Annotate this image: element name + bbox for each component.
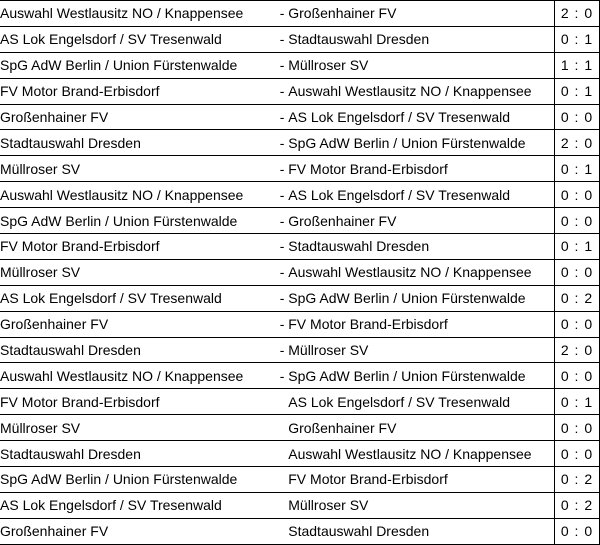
separator-cell xyxy=(276,415,288,441)
table-row xyxy=(0,415,600,441)
home-team-cell: Müllroser SV xyxy=(0,415,276,441)
away-team-cell: SpG AdW Berlin / Union Fürstenwalde xyxy=(288,130,554,156)
home-team-cell: AS Lok Engelsdorf / SV Tresenwald xyxy=(0,26,276,52)
away-team-cell: FV Motor Brand-Erbisdorf xyxy=(288,156,554,182)
home-team-cell: FV Motor Brand-Erbisdorf xyxy=(0,234,276,260)
table-row xyxy=(0,467,600,493)
separator-cell: - xyxy=(276,363,288,389)
table-row xyxy=(0,311,600,337)
separator-cell: - xyxy=(276,337,288,363)
away-team-cell: Auswahl Westlausitz NO / Knappensee xyxy=(288,259,554,285)
away-team-cell: AS Lok Engelsdorf / SV Tresenwald xyxy=(288,389,554,415)
away-team-cell: Stadtauswahl Dresden xyxy=(288,26,554,52)
separator-cell: - xyxy=(276,182,288,208)
home-team-cell: Großenhainer FV xyxy=(0,518,276,544)
away-team-cell: AS Lok Engelsdorf / SV Tresenwald xyxy=(288,182,554,208)
separator-cell: - xyxy=(276,259,288,285)
score-cell: 2 : 0 xyxy=(555,130,600,156)
home-team-cell: Müllroser SV xyxy=(0,259,276,285)
home-team-cell: Großenhainer FV xyxy=(0,311,276,337)
separator-cell: - xyxy=(276,78,288,104)
away-team-cell: SpG AdW Berlin / Union Fürstenwalde xyxy=(288,285,554,311)
home-team-cell: Müllroser SV xyxy=(0,156,276,182)
away-team-cell: FV Motor Brand-Erbisdorf xyxy=(288,467,554,493)
separator-cell: - xyxy=(276,104,288,130)
score-cell: 0 : 1 xyxy=(555,389,600,415)
away-team-cell: AS Lok Engelsdorf / SV Tresenwald xyxy=(288,104,554,130)
home-team-cell: SpG AdW Berlin / Union Fürstenwalde xyxy=(0,467,276,493)
score-cell: 0 : 0 xyxy=(555,441,600,467)
table-row xyxy=(0,1,600,27)
separator-cell: - xyxy=(276,130,288,156)
score-cell: 0 : 1 xyxy=(555,156,600,182)
home-team-cell: Auswahl Westlausitz NO / Knappensee xyxy=(0,363,276,389)
home-team-cell: AS Lok Engelsdorf / SV Tresenwald xyxy=(0,285,276,311)
score-cell: 0 : 0 xyxy=(555,259,600,285)
home-team-cell: Großenhainer FV xyxy=(0,104,276,130)
away-team-cell: Großenhainer FV xyxy=(288,415,554,441)
score-cell: 2 : 0 xyxy=(555,337,600,363)
separator-cell xyxy=(276,492,288,518)
away-team-cell: Großenhainer FV xyxy=(288,208,554,234)
score-cell: 0 : 0 xyxy=(555,104,600,130)
home-team-cell: Auswahl Westlausitz NO / Knappensee xyxy=(0,1,276,27)
table-row xyxy=(0,285,600,311)
score-cell: 0 : 0 xyxy=(555,363,600,389)
score-cell: 0 : 0 xyxy=(555,415,600,441)
separator-cell: - xyxy=(276,156,288,182)
home-team-cell: Stadtauswahl Dresden xyxy=(0,441,276,467)
separator-cell: - xyxy=(276,285,288,311)
score-cell: 2 : 0 xyxy=(555,1,600,27)
score-cell: 0 : 1 xyxy=(555,78,600,104)
away-team-cell: Auswahl Westlausitz NO / Knappensee xyxy=(288,441,554,467)
table-row xyxy=(0,234,600,260)
away-team-cell: Auswahl Westlausitz NO / Knappensee xyxy=(288,78,554,104)
results-body xyxy=(0,1,600,545)
away-team-cell: FV Motor Brand-Erbisdorf xyxy=(288,311,554,337)
table-row xyxy=(0,182,600,208)
separator-cell: - xyxy=(276,208,288,234)
away-team-cell: Stadtauswahl Dresden xyxy=(288,518,554,544)
separator-cell: - xyxy=(276,26,288,52)
table-row xyxy=(0,130,600,156)
home-team-cell: Stadtauswahl Dresden xyxy=(0,130,276,156)
score-cell: 0 : 2 xyxy=(555,285,600,311)
score-cell: 0 : 2 xyxy=(555,467,600,493)
home-team-cell: FV Motor Brand-Erbisdorf xyxy=(0,389,276,415)
score-cell: 0 : 0 xyxy=(555,208,600,234)
away-team-cell: Müllroser SV xyxy=(288,492,554,518)
table-row xyxy=(0,337,600,363)
separator-cell: - xyxy=(276,234,288,260)
home-team-cell: SpG AdW Berlin / Union Fürstenwalde xyxy=(0,52,276,78)
separator-cell: - xyxy=(276,311,288,337)
home-team-cell: Stadtauswahl Dresden xyxy=(0,337,276,363)
table-row xyxy=(0,52,600,78)
separator-cell: - xyxy=(276,52,288,78)
separator-cell xyxy=(276,441,288,467)
away-team-cell: Großenhainer FV xyxy=(288,1,554,27)
score-cell: 0 : 1 xyxy=(555,234,600,260)
score-cell: 0 : 0 xyxy=(555,311,600,337)
home-team-cell: Auswahl Westlausitz NO / Knappensee xyxy=(0,182,276,208)
home-team-cell: AS Lok Engelsdorf / SV Tresenwald xyxy=(0,492,276,518)
score-cell: 0 : 0 xyxy=(555,182,600,208)
separator-cell xyxy=(276,518,288,544)
separator-cell xyxy=(276,389,288,415)
score-cell: 0 : 1 xyxy=(555,26,600,52)
table-row xyxy=(0,492,600,518)
table-row xyxy=(0,104,600,130)
score-cell: 0 : 2 xyxy=(555,492,600,518)
table-row xyxy=(0,156,600,182)
away-team-cell: SpG AdW Berlin / Union Fürstenwalde xyxy=(288,363,554,389)
separator-cell: - xyxy=(276,1,288,27)
away-team-cell: Müllroser SV xyxy=(288,337,554,363)
table-row xyxy=(0,26,600,52)
separator-cell xyxy=(276,467,288,493)
table-row xyxy=(0,208,600,234)
away-team-cell: Müllroser SV xyxy=(288,52,554,78)
table-row xyxy=(0,441,600,467)
table-row xyxy=(0,389,600,415)
table-row xyxy=(0,259,600,285)
score-cell: 0 : 0 xyxy=(555,518,600,544)
score-cell: 1 : 1 xyxy=(555,52,600,78)
table-row xyxy=(0,363,600,389)
table-row xyxy=(0,518,600,544)
away-team-cell: Stadtauswahl Dresden xyxy=(288,234,554,260)
table-row xyxy=(0,78,600,104)
home-team-cell: SpG AdW Berlin / Union Fürstenwalde xyxy=(0,208,276,234)
home-team-cell: FV Motor Brand-Erbisdorf xyxy=(0,78,276,104)
